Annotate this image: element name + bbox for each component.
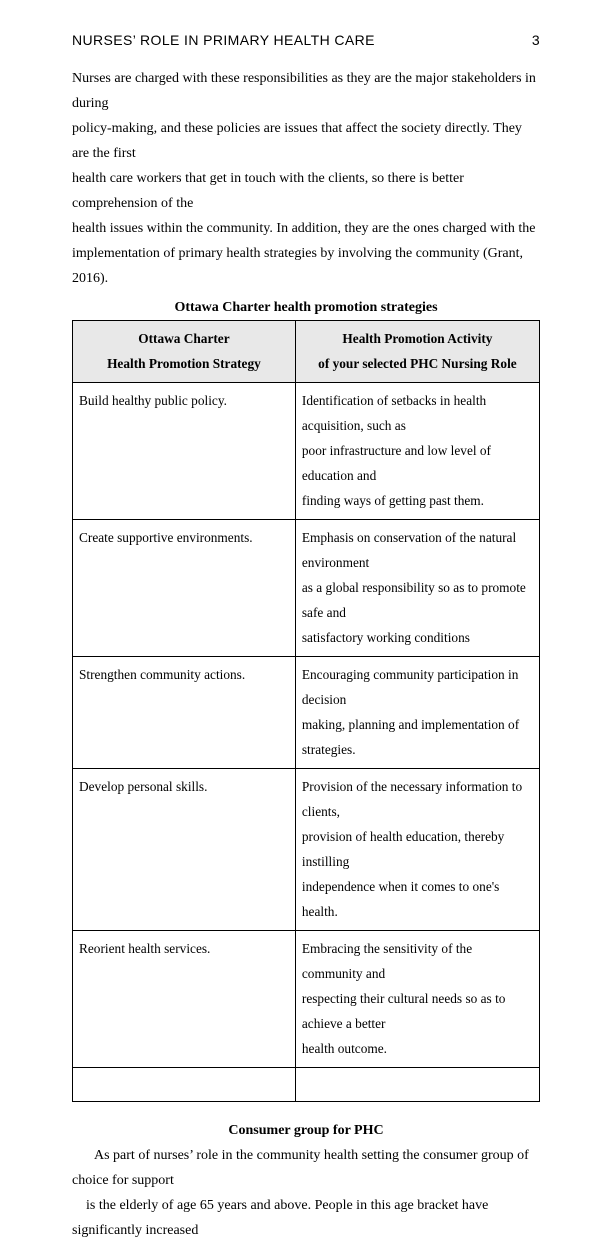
row-activity-line: Provision of the necessary information to clients, [301, 779, 523, 819]
row-strategy-cell: Build healthy public policy. [73, 383, 296, 520]
row-strategy-cell: Strengthen community actions. [73, 657, 296, 769]
row-activity-line: making, planning and implementation of strategies. [301, 717, 520, 757]
row-activity-line: poor infrastructure and low level of education and [301, 443, 491, 483]
table-body [73, 383, 540, 1102]
consumer-group-heading: Consumer group for PHC [228, 1123, 384, 1138]
row-activity-cell [295, 931, 539, 1068]
intro-line-4: health issues within the community. In addition, they are the ones charged with the [72, 221, 536, 236]
row-strategy-cell: Reorient health services. [73, 931, 296, 1068]
row-strategy-cell: Create supportive environments. [73, 520, 296, 657]
header-page-number: 3 [531, 32, 540, 48]
header-activity-line-2: of your selected PHC Nursing Role [318, 356, 517, 371]
row-activity-line: provision of health education, thereby instilling [301, 829, 505, 869]
table-row [73, 769, 540, 931]
ottawa-charter-table [72, 320, 540, 1102]
intro-line-3: health care workers that get in touch with the clients, so there is better comprehension of the [72, 171, 464, 211]
row-activity-line: respecting their cultural needs so as to achieve a better [301, 991, 506, 1031]
table-spacer-row [73, 1068, 540, 1102]
row-activity-cell [295, 383, 539, 520]
table-header-row [73, 321, 540, 383]
row-activity-line: satisfactory working conditions [301, 630, 470, 645]
table-header-cell-strategy [73, 321, 296, 383]
header-strategy-line-1: Ottawa Charter [138, 331, 230, 346]
table-header-cell-activity [295, 321, 539, 383]
row-activity-cell [295, 657, 539, 769]
row-activity-line: finding ways of getting past them. [301, 493, 484, 508]
row-activity-line: Encouraging community participation in decision [301, 667, 519, 707]
row-activity-line: health outcome. [301, 1041, 387, 1056]
row-activity-cell [295, 520, 539, 657]
table-spacer-cell-left [73, 1068, 296, 1102]
row-activity-line: as a global responsibility so as to promote safe and [301, 580, 526, 620]
row-activity-cell [295, 769, 539, 931]
row-strategy-cell: Develop personal skills. [73, 769, 296, 931]
header-title: NURSES’ ROLE IN PRIMARY HEALTH CARE [72, 32, 375, 48]
table-header-row-group [73, 321, 540, 383]
intro-line-1: Nurses are charged with these responsibilities as they are the major stakeholders in during [72, 71, 536, 111]
consumer-line-1: As part of nurses’ role in the community health setting the consumer group of choice for support [72, 1148, 529, 1188]
consumer-group-paragraph [72, 1143, 540, 1243]
page-header [72, 32, 540, 48]
table-row [73, 931, 540, 1068]
header-activity-line-1: Health Promotion Activity [342, 331, 493, 346]
row-activity-line: Emphasis on conservation of the natural environment [301, 530, 517, 570]
table-row [73, 383, 540, 520]
row-activity-line: independence when it comes to one's health. [301, 879, 500, 919]
table-row [73, 520, 540, 657]
consumer-line-2: is the elderly of age 65 years and above. People in this age bracket have significantly increased [72, 1198, 489, 1238]
row-activity-line: Identification of setbacks in health acquisition, such as [301, 393, 487, 433]
intro-paragraph [72, 66, 540, 291]
table-caption: Ottawa Charter health promotion strategies [174, 300, 438, 315]
intro-line-5: implementation of primary health strategies by involving the community (Grant, 2016). [72, 246, 524, 286]
header-strategy-line-2: Health Promotion Strategy [107, 356, 261, 371]
row-activity-line: Embracing the sensitivity of the community and [301, 941, 473, 981]
table-spacer-cell-right [295, 1068, 539, 1102]
table-row [73, 657, 540, 769]
intro-line-2: policy-making, and these policies are issues that affect the society directly. They are the first [72, 121, 522, 161]
page-content [72, 66, 540, 1243]
